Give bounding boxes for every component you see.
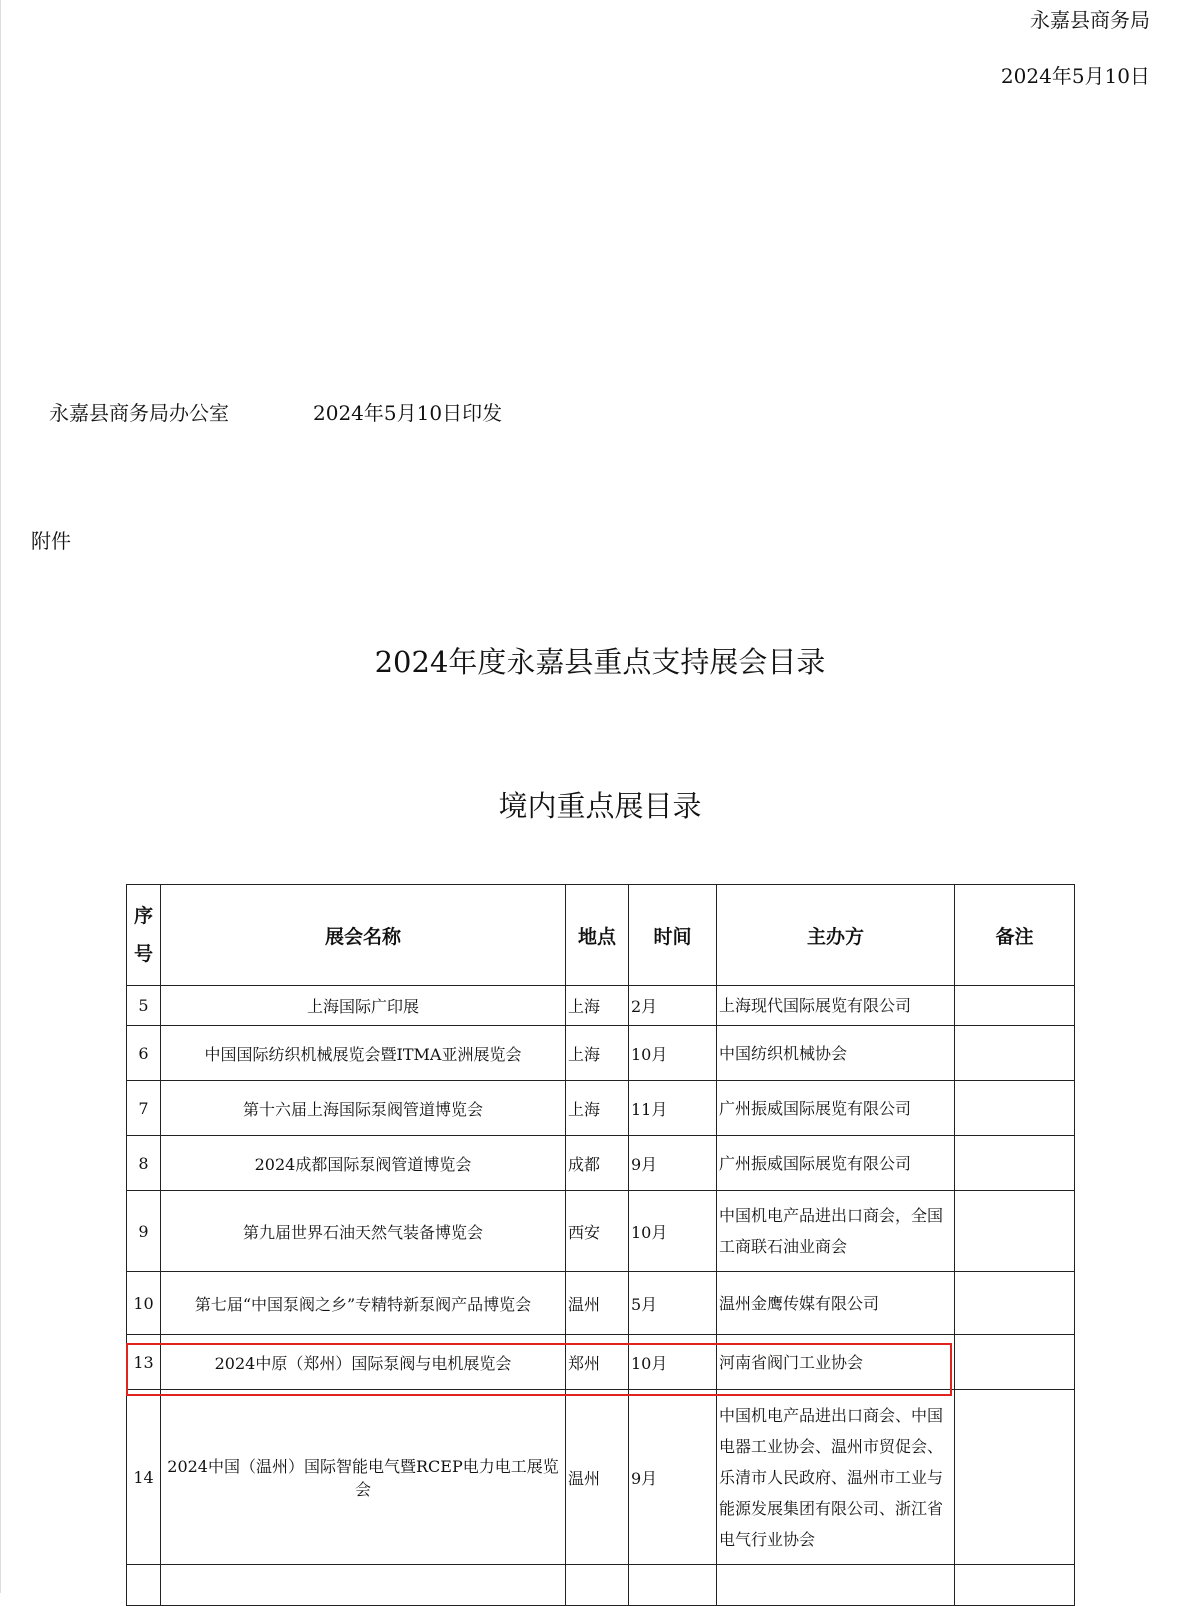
table-row <box>127 1136 1075 1191</box>
issuer-name: 永嘉县商务局 <box>1030 8 1150 32</box>
row-organizer: 上海现代国际展览有限公司 <box>717 986 955 1026</box>
table-row <box>127 1272 1075 1335</box>
row-location: 温州 <box>566 1272 629 1335</box>
row-organizer: 温州金鹰传媒有限公司 <box>717 1272 955 1335</box>
row-name: 2024成都国际泵阀管道博览会 <box>161 1136 566 1191</box>
organizer-line: 乐清市人民政府、温州市工业与 <box>719 1467 944 1487</box>
row-remarks <box>955 1335 1075 1390</box>
row-organizer: 河南省阀门工业协会 <box>717 1335 955 1390</box>
row-time: 10月 <box>629 1335 717 1390</box>
row-remarks <box>955 1081 1075 1136</box>
row-location: 上海 <box>566 1081 629 1136</box>
issuing-office: 永嘉县商务局办公室 <box>49 401 229 425</box>
header-remarks: 备注 <box>955 885 1075 986</box>
row-name: 上海国际广印展 <box>161 986 566 1026</box>
row-remarks <box>955 1191 1075 1272</box>
organizer-line: 能源发展集团有限公司、浙江省 <box>719 1498 944 1518</box>
header-seq-bottom: 号 <box>133 943 153 965</box>
table-row <box>127 986 1075 1026</box>
organizer-line: 电器工业协会、温州市贸促会、 <box>719 1436 944 1456</box>
organizer-line: 电气行业协会 <box>719 1529 816 1549</box>
main-title: 2024年度永嘉县重点支持展会目录 <box>374 645 826 679</box>
table-row <box>127 1081 1075 1136</box>
table-row <box>127 1191 1075 1272</box>
organizer-line: 中国机电产品进出口商会、中国 <box>719 1405 944 1425</box>
row-name: 中国国际纺织机械展览会暨ITMA亚洲展览会 <box>161 1026 566 1081</box>
row-location: 郑州 <box>566 1335 629 1390</box>
row-time: 10月 <box>629 1026 717 1081</box>
row-seq <box>127 1565 161 1606</box>
row-name <box>161 1565 566 1606</box>
row-remarks <box>955 986 1075 1026</box>
row-remarks <box>955 1136 1075 1191</box>
row-remarks <box>955 1272 1075 1335</box>
exhibition-table <box>126 884 1075 1606</box>
table-row <box>127 1026 1075 1081</box>
printed-date: 2024年5月10日印发 <box>313 401 503 425</box>
row-location: 西安 <box>566 1191 629 1272</box>
row-organizer <box>717 1565 955 1606</box>
row-location: 温州 <box>566 1390 629 1565</box>
row-remarks <box>955 1390 1075 1565</box>
header-seq <box>127 885 161 986</box>
header-time: 时间 <box>629 885 717 986</box>
row-seq: 6 <box>127 1026 161 1081</box>
header-organizer: 主办方 <box>717 885 955 986</box>
row-time: 10月 <box>629 1191 717 1272</box>
row-seq: 9 <box>127 1191 161 1272</box>
row-name: 2024中国（温州）国际智能电气暨RCEP电力电工展览会 <box>161 1390 566 1565</box>
sub-title: 境内重点展目录 <box>498 789 702 823</box>
row-time <box>629 1565 717 1606</box>
row-seq: 7 <box>127 1081 161 1136</box>
attachment-label: 附件 <box>31 529 71 553</box>
row-seq: 13 <box>127 1335 161 1390</box>
row-location: 上海 <box>566 986 629 1026</box>
row-organizer <box>717 1390 955 1565</box>
organizer-line: 工商联石油业商会 <box>719 1237 848 1256</box>
row-seq: 5 <box>127 986 161 1026</box>
row-name: 2024中原（郑州）国际泵阀与电机展览会 <box>161 1335 566 1390</box>
row-time: 2月 <box>629 986 717 1026</box>
row-seq: 8 <box>127 1136 161 1191</box>
row-name: 第十六届上海国际泵阀管道博览会 <box>161 1081 566 1136</box>
row-organizer <box>717 1191 955 1272</box>
row-seq: 14 <box>127 1390 161 1565</box>
row-time: 9月 <box>629 1136 717 1191</box>
row-remarks <box>955 1565 1075 1606</box>
table-row-highlighted <box>127 1335 1075 1390</box>
row-name: 第九届世界石油天然气装备博览会 <box>161 1191 566 1272</box>
row-location: 成都 <box>566 1136 629 1191</box>
table-header-row <box>127 885 1075 986</box>
header-name: 展会名称 <box>161 885 566 986</box>
header-seq-top: 序 <box>133 905 153 927</box>
row-organizer: 广州振威国际展览有限公司 <box>717 1081 955 1136</box>
row-name: 第七届“中国泵阀之乡”专精特新泵阀产品博览会 <box>161 1272 566 1335</box>
row-time: 9月 <box>629 1390 717 1565</box>
issue-date: 2024年5月10日 <box>1000 64 1150 88</box>
row-location: 上海 <box>566 1026 629 1081</box>
header-location: 地点 <box>566 885 629 986</box>
row-time: 11月 <box>629 1081 717 1136</box>
row-seq: 10 <box>127 1272 161 1335</box>
row-organizer: 中国纺织机械协会 <box>717 1026 955 1081</box>
table-row <box>127 1390 1075 1565</box>
row-remarks <box>955 1026 1075 1081</box>
table-row-cut-off <box>127 1565 1075 1606</box>
row-time: 5月 <box>629 1272 717 1335</box>
organizer-line: 中国机电产品进出口商会，全国 <box>719 1206 944 1225</box>
row-organizer: 广州振威国际展览有限公司 <box>717 1136 955 1191</box>
row-location <box>566 1565 629 1606</box>
